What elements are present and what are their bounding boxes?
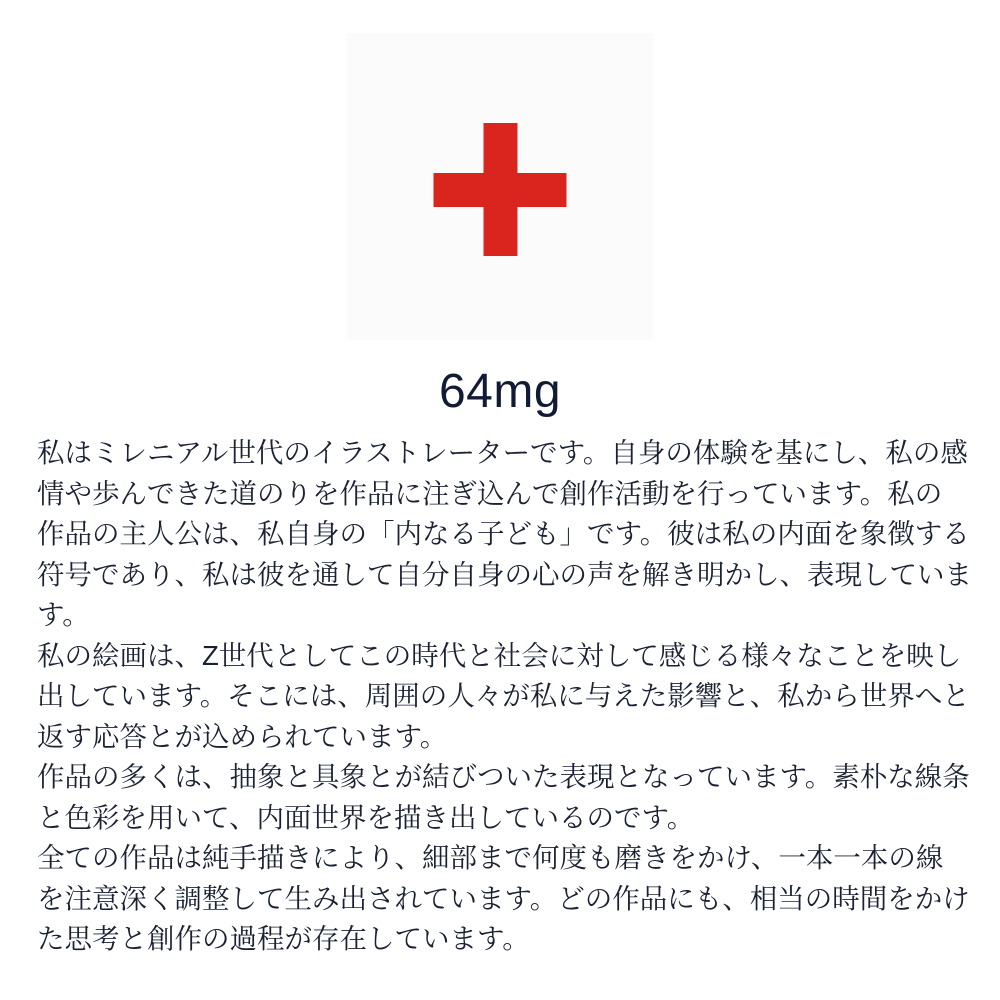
text-line: と色彩を用いて、内面世界を描き出しているのです。 (37, 801, 695, 833)
text-line: 私はミレニアル世代のイラストレーターです。自身の体験を基にし、私の感 (37, 437, 968, 468)
text-line: 出しています。そこには、周囲の人々が私に与えた影響と、私から世界へと (37, 680, 970, 711)
red-cross-icon (434, 123, 567, 256)
text-line: 作品の主人公は、私自身の「内なる子ども」です。彼は私の内面を象徴する (37, 518, 970, 549)
text-line: を注意深く調整して生み出されています。どの作品にも、相当の時間をかけ (37, 882, 970, 914)
text-line: 作品の多くは、抽象と具象とが結びついた表現となっています。素朴な線条 (37, 761, 970, 792)
page-root (0, 33, 1000, 960)
artist-description (37, 433, 972, 960)
text-line: 情や歩んできた道のりを作品に注ぎ込んで創作活動を行っています。私の (37, 477, 943, 509)
text-line: た思考と創作の過程が存在しています。 (37, 923, 530, 954)
text-line: 符号であり、私は彼を通して自分自身の心の声を解き明かし、表現していま (37, 558, 972, 590)
text-line: 返す応答とが込められています。 (37, 720, 448, 752)
text-line: 全ての作品は純手描きにより、細部まで何度も磨きをかけ、一本一本の線 (37, 842, 944, 873)
description-paragraph (37, 757, 970, 838)
product-title: 64mg (438, 365, 562, 418)
description-paragraph (37, 838, 970, 960)
text-line: 私の絵画は、Z世代としてこの時代と社会に対して感じる様々なことを映し (37, 639, 962, 671)
description-paragraph (37, 636, 970, 758)
product-image[interactable] (347, 33, 653, 340)
cross-horizontal-bar (434, 173, 567, 207)
description-paragraph (37, 433, 972, 636)
text-line: す。 (37, 599, 90, 630)
